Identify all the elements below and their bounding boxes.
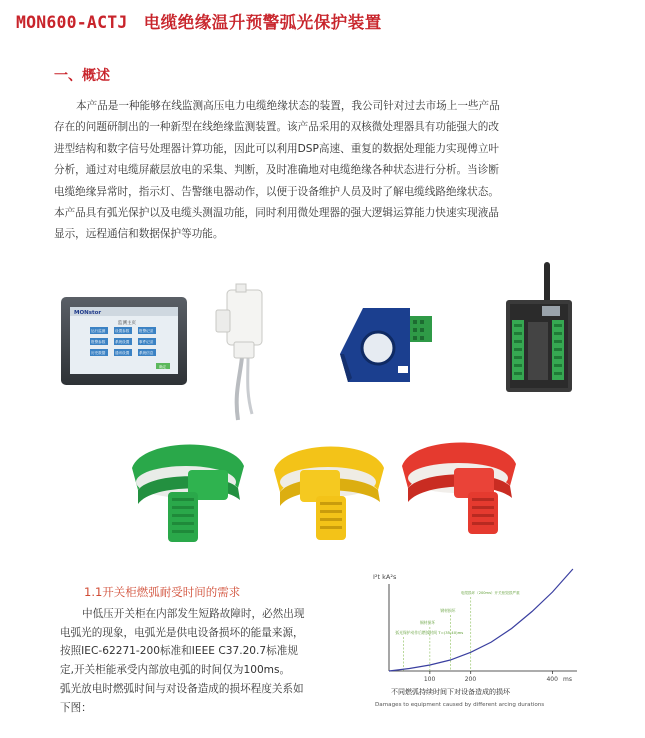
para2-line: 定,开关柜能承受内部放电弧的时间仅为100ms。 [60,664,291,677]
chart-x-label: ms [563,676,572,683]
para2-line: 按照IEC-62271-200标准和IEEE C37.20.7标准规 [60,645,298,658]
yellow-sensor-band-image [266,430,390,542]
hmi-panel-image [60,296,188,386]
hmi-button: 事件记录 [139,340,154,344]
intro-line: 电缆绝缘异常时，指示灯、告警继电器动作，以便于设备维护人员及时了解电缆线路绝缘状态。 [54,185,499,198]
current-transformer-image [338,304,438,386]
chart-title: 不同燃弧持续时间下对设备造成的损坏 [391,688,510,696]
hmi-button: 报警参数 [91,340,106,344]
hmi-brand: MONstor [74,310,102,316]
hmi-ok-button: 确定 [159,365,167,369]
hmi-button: 运行监测 [91,329,106,333]
hmi-button: 报警记录 [139,329,154,333]
annotation-label: 铜材损坏 [419,620,436,625]
hmi-button: 设置参数 [115,329,130,333]
para2-line: 下图： [60,701,92,714]
hmi-button: 历史数据 [91,351,106,355]
hmi-button: 通讯设置 [115,351,130,355]
intro-line: 存在的问题研制出的一种新型在线绝缘监测装置。该产品采用的双核微处理器具有功能强大的改 [54,121,499,134]
damage-curve [389,569,573,671]
x-tick-label: 200 [464,676,477,683]
x-tick-label: 100 [423,676,436,683]
x-tick-label: 400 [546,676,558,683]
annotation-label: 钢材损坏 [440,608,456,613]
arc-duration-paragraph [60,605,360,717]
annotation-label: 电缆损坏（200ms）开关柜毁损严重 [460,591,520,595]
hmi-screen-title: 监测主页 [118,321,136,326]
title-code: MON600-ACTJ [16,13,128,32]
subsection-heading: 1.1开关柜燃弧耐受时间的需求 [84,585,241,599]
intro-line: 分析，通过对电缆屏蔽层放电的采集、判断，及时准确地对电缆绝缘各种状态进行分析。当诊断 [54,164,499,177]
terminal-unit-image [500,262,578,394]
temperature-sensor-image [212,282,272,422]
intro-paragraph [54,96,589,246]
para2-line: 中低压开关柜在内部发生短路故障时，必然出现 [82,608,305,620]
para2-line: 弧光放电时燃弧时间与对设备造成的损坏程度关系如 [60,682,304,695]
para2-line: 电弧光的现象，电弧光是供电设备损坏的能量来源， [60,626,304,639]
arc-damage-chart [365,566,600,720]
intro-line: 显示，远程通信和数据保护等功能。 [54,228,224,241]
intro-line: 进型结构和数字信号处理器计算功能，因此可以利用DSP高速、重复的数据处理能力实现傅立叶 [54,142,500,155]
annotation-label: 弧光保护动作后燃弧时间 T=(35,40)ms [395,630,464,635]
page-title [16,9,382,33]
chart-y-label: I²t kA²s [373,573,397,581]
red-sensor-band-image [394,428,522,536]
hmi-button: 系统设置 [115,340,130,344]
section-heading: 一、概述 [54,68,110,84]
green-sensor-band-image [122,428,250,544]
intro-line: 本产品具有弧光保护以及电缆头测温功能，同时利用微处理器的强大逻辑运算能力快速实现液晶 [54,207,499,220]
chart-subtitle: Damages to equipment caused by different arcing durations [375,702,545,708]
hmi-button: 系统信息 [139,351,154,355]
title-text: 电缆绝缘温升预警弧光保护装置 [143,13,382,32]
intro-line: 本产品是一种能够在线监测高压电力电缆绝缘状态的装置，我公司针对过去市场上一些产品 [76,100,500,112]
